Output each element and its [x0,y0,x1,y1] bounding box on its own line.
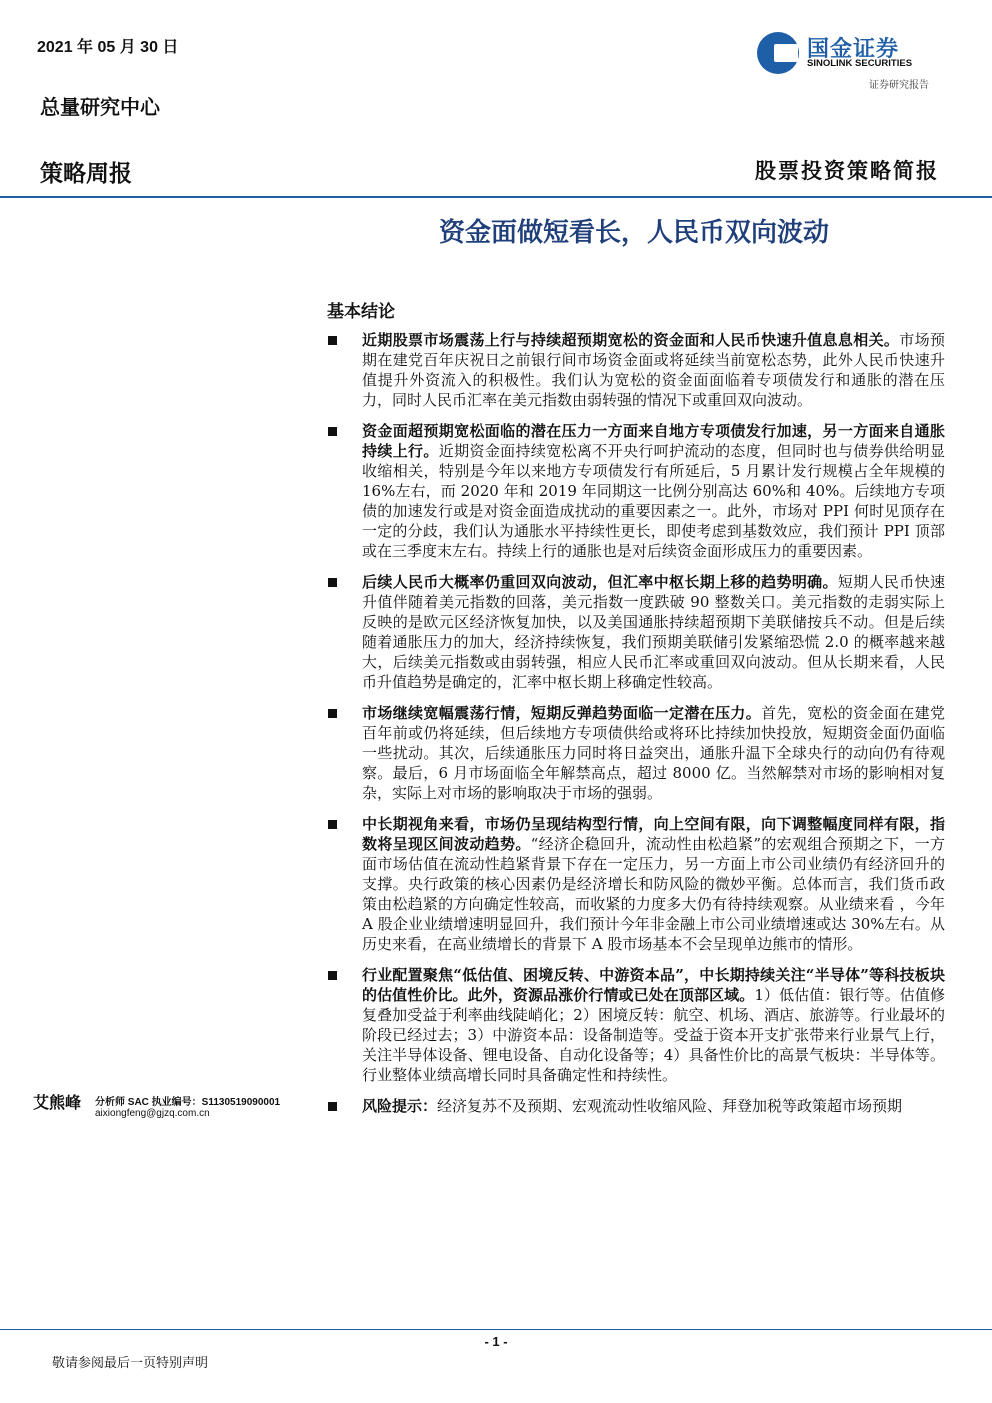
research-center: 总量研究中心 [40,95,160,119]
bullet-lead: 资金面超预期宽松面临的潜在压力一方面来自地方专项债发行加速，另一方面来自通胀持续上行。 [362,422,945,460]
doc-subtype: 股票投资策略简报 [755,158,939,183]
bullet-square-icon [328,971,337,980]
list-item [327,330,945,410]
bullet-lead: 风险提示： [362,1097,438,1115]
list-item [327,421,945,561]
logo-subtitle: 证券研究报告 [869,80,929,91]
author-email[interactable]: aixiongfeng@gjzq.com.cn [95,1108,210,1119]
list-item [327,572,945,692]
bullet-square-icon [328,578,337,587]
bullet-square-icon [328,1102,337,1111]
header-divider [0,196,992,198]
report-date: 2021 年 05 月 30 日 [37,39,179,56]
bullet-square-icon [328,427,337,436]
doc-type: 策略周报 [40,160,132,186]
list-item [327,703,945,803]
page-number: - 1 - [484,1334,508,1349]
bullet-lead: 近期股票市场震荡上行与持续超预期宽松的资金面和人民币快速升值息息相关。 [362,331,900,349]
footer-disclaimer: 敬请参阅最后一页特别声明 [52,1356,209,1371]
author-name: 艾熊峰 [33,1093,82,1112]
list-item [327,1096,945,1116]
bullet-square-icon [328,336,337,345]
bullet-body: 短期人民币快速升值伴随着美元指数的回落，美元指数一度跌破 90 整数关口。美元指数的走弱实际上反映的是欧元区经济恢复加快，以及美国通胀持续超预期下美联储按兵不动。但是后续随着通胀压力的加大，经济持续恢复，我们预期美联储引发紧缩恐慌 2.0 的概率越来越大，后续美元指数或由弱转强，相应人民币汇率或重回双向波动。但从长期来看，人民币升值趋势是确定的，汇率中枢长期上移确定性较高。 [362,573,945,691]
company-logo [755,30,947,92]
bullet-lead: 市场继续宽幅震荡行情，短期反弹趋势面临一定潜在压力。 [362,704,762,722]
bullet-lead: 行业配置聚焦“低估值、困境反转、中游资本品”，中长期持续关注“半导体”等科技板块的估值性价比。此外，资源品涨价行情或已处在顶部区域。 [362,966,945,1004]
bullet-body: 近期资金面持续宽松离不开央行呵护流动的态度，但同时也与债券供给明显收缩相关，特别是今年以来地方专项债发行有所延后，5 月累计发行规模占全年规模的 16%左右，而 2020 年和 2019 年同期这一比例分别高达 60%和 40%。后续地方专项债的加速发行或是对资金面造成扰动的重要因素之一。此外，市场对 PPI 何时见顶存在一定的分歧，我们认为通胀水平持续性更长，即使考虑到基数效应，我们预计 PPI 顶部或在三季度末左右。持续上行的通胀也是对后续资金面形成压力的重要因素。 [362,442,945,560]
bullet-body: 经济复苏不及预期、宏观流动性收缩风险、拜登加税等政策超市场预期 [437,1097,903,1115]
logo-emblem-icon [757,32,799,74]
author-sac-id: 分析师 SAC 执业编号：S1130519090001 [95,1097,281,1108]
bullet-lead: 后续人民币大概率仍重回双向波动，但汇率中枢长期上移的趋势明确。 [362,573,838,591]
bullet-square-icon [328,709,337,718]
logo-en-name: SINOLINK SECURITIES [807,58,913,69]
report-title: 资金面做短看长，人民币双向波动 [438,218,829,248]
list-item [327,965,945,1085]
logo-cn-name: 国金证券 [807,36,900,61]
bullet-body: “经济企稳回升，流动性由松趋紧”的宏观组合预期之下，一方面市场估值在流动性趋紧背景下存在一定压力，另一方面上市公司业绩仍有经济回升的支撑。央行政策的核心因素仍是经济增长和防风险的微妙平衡。总体而言，我们货币政策由松趋紧的方向确定性较高，而收紧的力度多大仍有待持续观察。从业绩来看 ，今年 A 股企业业绩增速明显回升，我们预计今年非金融上市公司业绩增速或达 30%左右。从历史来看，在高业绩增长的背景下 A 股市场基本不会呈现单边熊市的情形。 [362,835,945,953]
footer-divider [0,1329,992,1330]
conclusion-list [327,330,945,1127]
bullet-body: 首先，宽松的资金面在建党百年前或仍将延续，但后续地方专项债供给或将环比持续加快投放，短期资金面仍面临一些扰动。其次，后续通胀压力同时将日益突出，通胀升温下全球央行的动向仍有待观察。最后，6 月市场面临全年解禁高点，超过 8000 亿。当然解禁对市场的影响相对复杂，实际上对市场的影响取决于市场的强弱。 [362,704,945,802]
bullet-body: 市场预期在建党百年庆祝日之前银行间市场资金面或将延续当前宽松态势，此外人民币快速升值提升外资流入的积极性。我们认为宽松的资金面面临着专项债发行和通胀的潜在压力，同时人民币汇率在美元指数由弱转强的情况下或重回双向波动。 [362,331,945,409]
bullet-square-icon [328,820,337,829]
list-item [327,814,945,954]
bullet-body: 1）低估值：银行等。估值修复叠加受益于利率曲线陡峭化；2）困境反转：航空、机场、酒店、旅游等。行业最坏的阶段已经过去；3）中游资本品：设备制造等。受益于资本开支扩张带来行业景气上行，关注半导体设备、锂电设备、自动化设备等；4）具备性价比的高景气板块：半导体等。行业整体业绩高增长同时具备确定性和持续性。 [362,986,945,1084]
bullet-lead: 中长期视角来看，市场仍呈现结构型行情，向上空间有限，向下调整幅度同样有限，指数将呈现区间波动趋势。 [362,815,945,853]
section-title: 基本结论 [327,302,395,322]
